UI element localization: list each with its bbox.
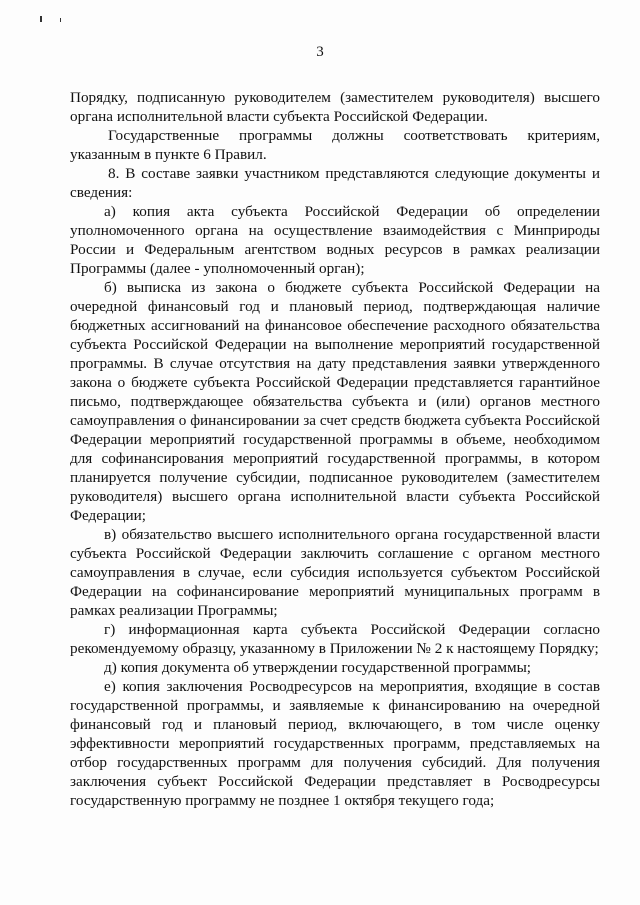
paragraph-criteria: Государственные программы должны соответствовать критериям, указанным в пункте 6 Правил. bbox=[70, 127, 600, 163]
list-item-e: е) копия заключения Росводресурсов на мероприятия, входящие в состав государственной программы, и заявляемые к финансированию на очередной финансовый год и плановый период, включающего, в том числе оценку эффективности мероприятий государственных программ, представляемых на отбор государственных программ для получения субсидий. Для получения заключения субъект Российской Федерации представляет в Росводресурсы государственную программу не позднее 1 октября текущего года; bbox=[70, 678, 600, 809]
scan-artifact bbox=[40, 16, 42, 22]
document-body bbox=[70, 88, 600, 810]
list-item-b: б) выписка из закона о бюджете субъекта Российской Федерации на очередной финансовый год и плановый период, подтверждающая наличие бюджетных ассигнований на финансовое обеспечение расходного обязательства субъекта Российской Федерации на выполнение мероприятий государственной программы. В случае отсутствия на дату представления заявки утвержденного закона о бюджете субъекта Российской Федерации представляется гарантийное письмо, подтверждающее обязательства субъекта и (или) органов местного самоуправления о финансировании за счет средств бюджета субъекта Российской Федерации мероприятий государственной программы в объеме, необходимом для софинансирования мероприятий государственной программы, в котором планируется получение субсидии, подписанное руководителем (заместителем руководителя) высшего органа исполнительной власти субъекта Российской Федерации; bbox=[70, 279, 600, 524]
paragraph-continuation: Порядку, подписанную руководителем (заместителем руководителя) высшего органа исполнительной власти субъекта Российской Федерации. bbox=[70, 89, 600, 125]
paragraph-clause-8: 8. В составе заявки участником представляются следующие документы и сведения: bbox=[70, 165, 600, 201]
scan-artifact bbox=[60, 18, 61, 22]
list-item-v: в) обязательство высшего исполнительного органа государственной власти субъекта Российской Федерации заключить соглашение с органом местного самоуправления в случае, если субсидия используется субъектом Российской Федерации на софинансирование мероприятий муниципальных программ в рамках реализации Программы; bbox=[70, 526, 600, 619]
list-item-d: д) копия документа об утверждении государственной программы; bbox=[104, 659, 532, 676]
list-item-g: г) информационная карта субъекта Российской Федерации согласно рекомендуемому образцу, указанному в Приложении № 2 к настоящему Порядку; bbox=[70, 621, 600, 657]
list-item-a: а) копия акта субъекта Российской Федерации об определении уполномоченного органа на осуществление взаимодействия с Минприроды России и Федеральным агентством водных ресурсов в рамках реализации Программы (далее - уполномоченный орган); bbox=[70, 203, 600, 277]
page-number: 3 bbox=[316, 44, 324, 60]
